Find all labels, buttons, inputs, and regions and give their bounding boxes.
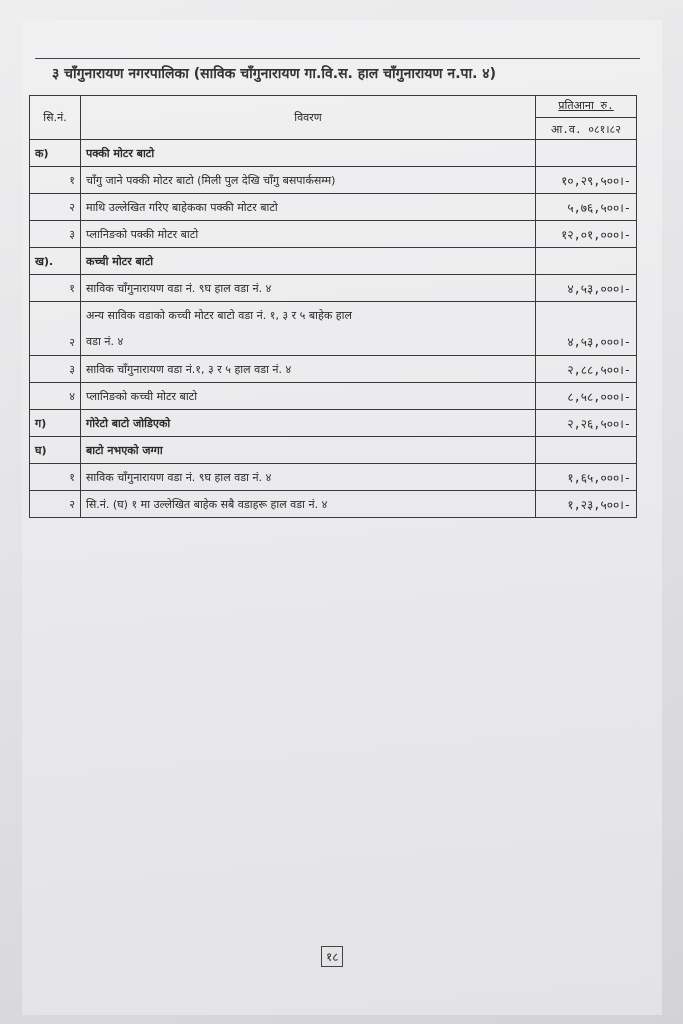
row-sn: ४ (30, 383, 81, 410)
header-fiscal-year: आ.व. ०८१।८२ (536, 117, 636, 137)
table-row (30, 275, 637, 302)
row-rate: ४,५३,०००।- (536, 302, 637, 356)
row-sn: २ (30, 302, 81, 356)
row-desc: साविक चाँगुनारायण वडा नं. ९घ हाल वडा नं. ४ (81, 464, 536, 491)
row-desc: साविक चाँगुनारायण वडा नं.१, ३ र ५ हाल वडा नं. ४ (81, 356, 536, 383)
row-rate: ४,५३,०००।- (536, 275, 637, 302)
page-number: १८ (321, 946, 343, 967)
row-rate: २,८८,५००।- (536, 356, 637, 383)
row-desc: सि.नं. (घ) १ मा उल्लेखित बाहेक सबै वडाहरू हाल वडा नं. ४ (81, 491, 536, 518)
row-desc: माथि उल्लेखित गरिए बाहेकका पक्की मोटर बाटो (81, 194, 536, 221)
table-row (30, 140, 637, 167)
row-desc (81, 302, 536, 356)
row-rate: ५,७६,५००।- (536, 194, 637, 221)
row-rate (536, 248, 637, 275)
table-row (30, 464, 637, 491)
header-rate (536, 96, 637, 140)
row-desc: प्लानिङको कच्ची मोटर बाटो (81, 383, 536, 410)
row-sn: ख). (30, 248, 81, 275)
row-sn: २ (30, 491, 81, 518)
row-desc: प्लानिङको पक्की मोटर बाटो (81, 221, 536, 248)
row-sn: २ (30, 194, 81, 221)
title-rule (35, 58, 640, 59)
table-row (30, 302, 637, 356)
row-sn: ग) (30, 410, 81, 437)
row-sn: ३ (30, 221, 81, 248)
page-title: ३ चाँगुनारायण नगरपालिका (साविक चाँगुनारायण गा.वि.स. हाल चाँगुनारायण न.पा. ४) (52, 66, 496, 82)
row-sn: १ (30, 167, 81, 194)
row-rate: १०,२९,५००।- (536, 167, 637, 194)
row-desc: पक्की मोटर बाटो (81, 140, 536, 167)
row-rate (536, 140, 637, 167)
row-sn: १ (30, 464, 81, 491)
row-desc: कच्ची मोटर बाटो (81, 248, 536, 275)
row-sn: घ) (30, 437, 81, 464)
land-rate-table (29, 95, 637, 518)
row-rate: ८,५८,०००।- (536, 383, 637, 410)
table-header-row (30, 96, 637, 140)
table-row (30, 491, 637, 518)
row-rate: १२,०१,०००।- (536, 221, 637, 248)
table-row (30, 167, 637, 194)
row-sn: १ (30, 275, 81, 302)
table-row (30, 356, 637, 383)
table-row (30, 383, 637, 410)
row-rate (536, 437, 637, 464)
table-row (30, 410, 637, 437)
header-sn: सि.नं. (30, 96, 81, 140)
row-desc: साविक चाँगुनारायण वडा नं. ९घ हाल वडा नं. ४ (81, 275, 536, 302)
table-row (30, 221, 637, 248)
row-rate: २,२६,५००।- (536, 410, 637, 437)
row-rate: १,६५,०००।- (536, 464, 637, 491)
header-desc: विवरण (81, 96, 536, 140)
row-desc: बाटो नभएको जग्गा (81, 437, 536, 464)
table-row (30, 194, 637, 221)
row-desc: चाँगु जाने पक्की मोटर बाटो (मिली पुल देखि चाँगु बसपार्कसम्म) (81, 167, 536, 194)
header-rate-label: प्रतिआना रु. (558, 99, 614, 112)
row-desc-line1: अन्य साविक वडाको कच्ची मोटर बाटो वडा नं. १, ३ र ५ बाहेक हाल (86, 308, 352, 322)
table-row (30, 437, 637, 464)
row-desc: गोरेटो बाटो जोडिएको (81, 410, 536, 437)
row-desc-line2: वडा नं. ४ (86, 334, 124, 348)
row-rate: १,२३,५००।- (536, 491, 637, 518)
table-row (30, 248, 637, 275)
row-sn: ३ (30, 356, 81, 383)
row-sn: क) (30, 140, 81, 167)
